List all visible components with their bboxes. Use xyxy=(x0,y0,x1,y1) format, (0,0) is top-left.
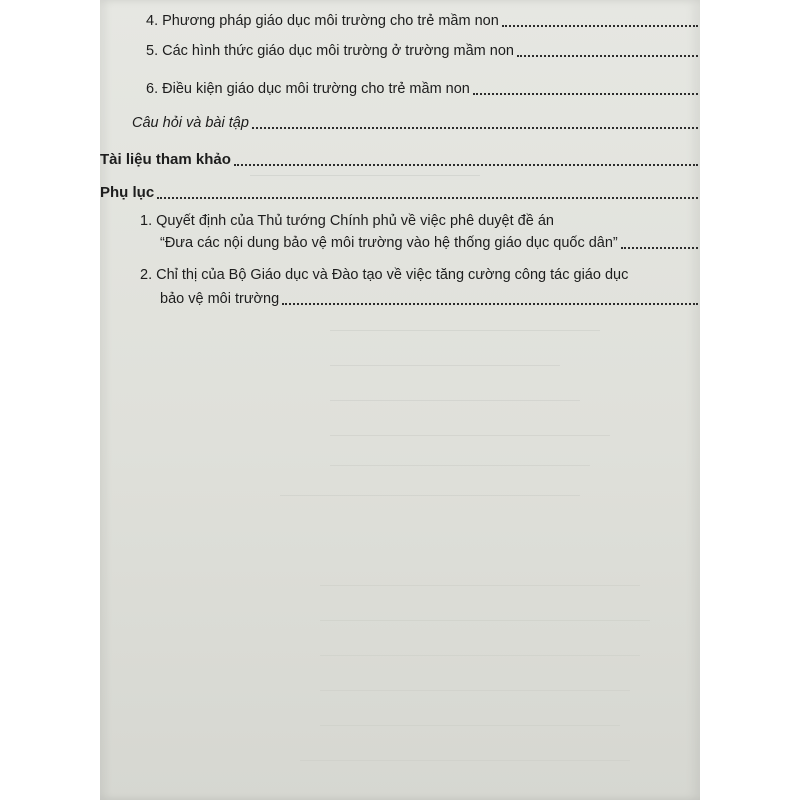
table-of-contents xyxy=(100,0,700,800)
toc-appendix-item-2-line-2-row xyxy=(140,290,698,308)
dot-leader xyxy=(157,185,698,199)
toc-questions-title: Câu hỏi và bài tập xyxy=(132,115,249,131)
toc-references-title: Tài liệu tham khảo xyxy=(100,151,231,168)
toc-item-4 xyxy=(146,12,698,30)
toc-item-6-title: 6. Điều kiện giáo dục môi trường cho trẻ mầm non xyxy=(146,81,470,97)
book-page xyxy=(100,0,700,800)
toc-appendix-item-2 xyxy=(140,266,698,308)
toc-questions xyxy=(132,114,698,132)
toc-references xyxy=(100,151,698,169)
dot-leader xyxy=(252,115,698,129)
toc-appendix-item-1 xyxy=(140,212,698,252)
dot-leader xyxy=(517,43,698,57)
toc-appendix-title: Phụ lục xyxy=(100,184,155,201)
dot-leader xyxy=(282,291,698,305)
dot-leader xyxy=(621,235,698,249)
toc-appendix-item-2-line-1: 2. Chỉ thị của Bộ Giáo dục và Đào tạo về việc tăng cường công tác giáo dục xyxy=(140,267,629,283)
toc-item-6 xyxy=(146,80,698,98)
toc-appendix xyxy=(100,184,698,202)
toc-appendix-item-1-line-1: 1. Quyết định của Thủ tướng Chính phủ về việc phê duyệt đề án xyxy=(140,213,554,229)
toc-item-5 xyxy=(146,42,698,60)
dot-leader xyxy=(502,13,698,27)
toc-item-4-title: 4. Phương pháp giáo dục môi trường cho trẻ mầm non xyxy=(146,13,499,29)
dot-leader xyxy=(473,81,698,95)
toc-appendix-item-2-line-2: bảo vệ môi trường xyxy=(160,291,280,307)
toc-appendix-item-1-line-2: “Đưa các nội dung bảo vệ môi trường vào hệ thống giáo dục quốc dân” xyxy=(160,235,618,251)
toc-appendix-item-1-line-2-row xyxy=(140,234,698,252)
dot-leader xyxy=(234,152,698,166)
toc-item-5-title: 5. Các hình thức giáo dục môi trường ở trường mầm non xyxy=(146,43,514,59)
